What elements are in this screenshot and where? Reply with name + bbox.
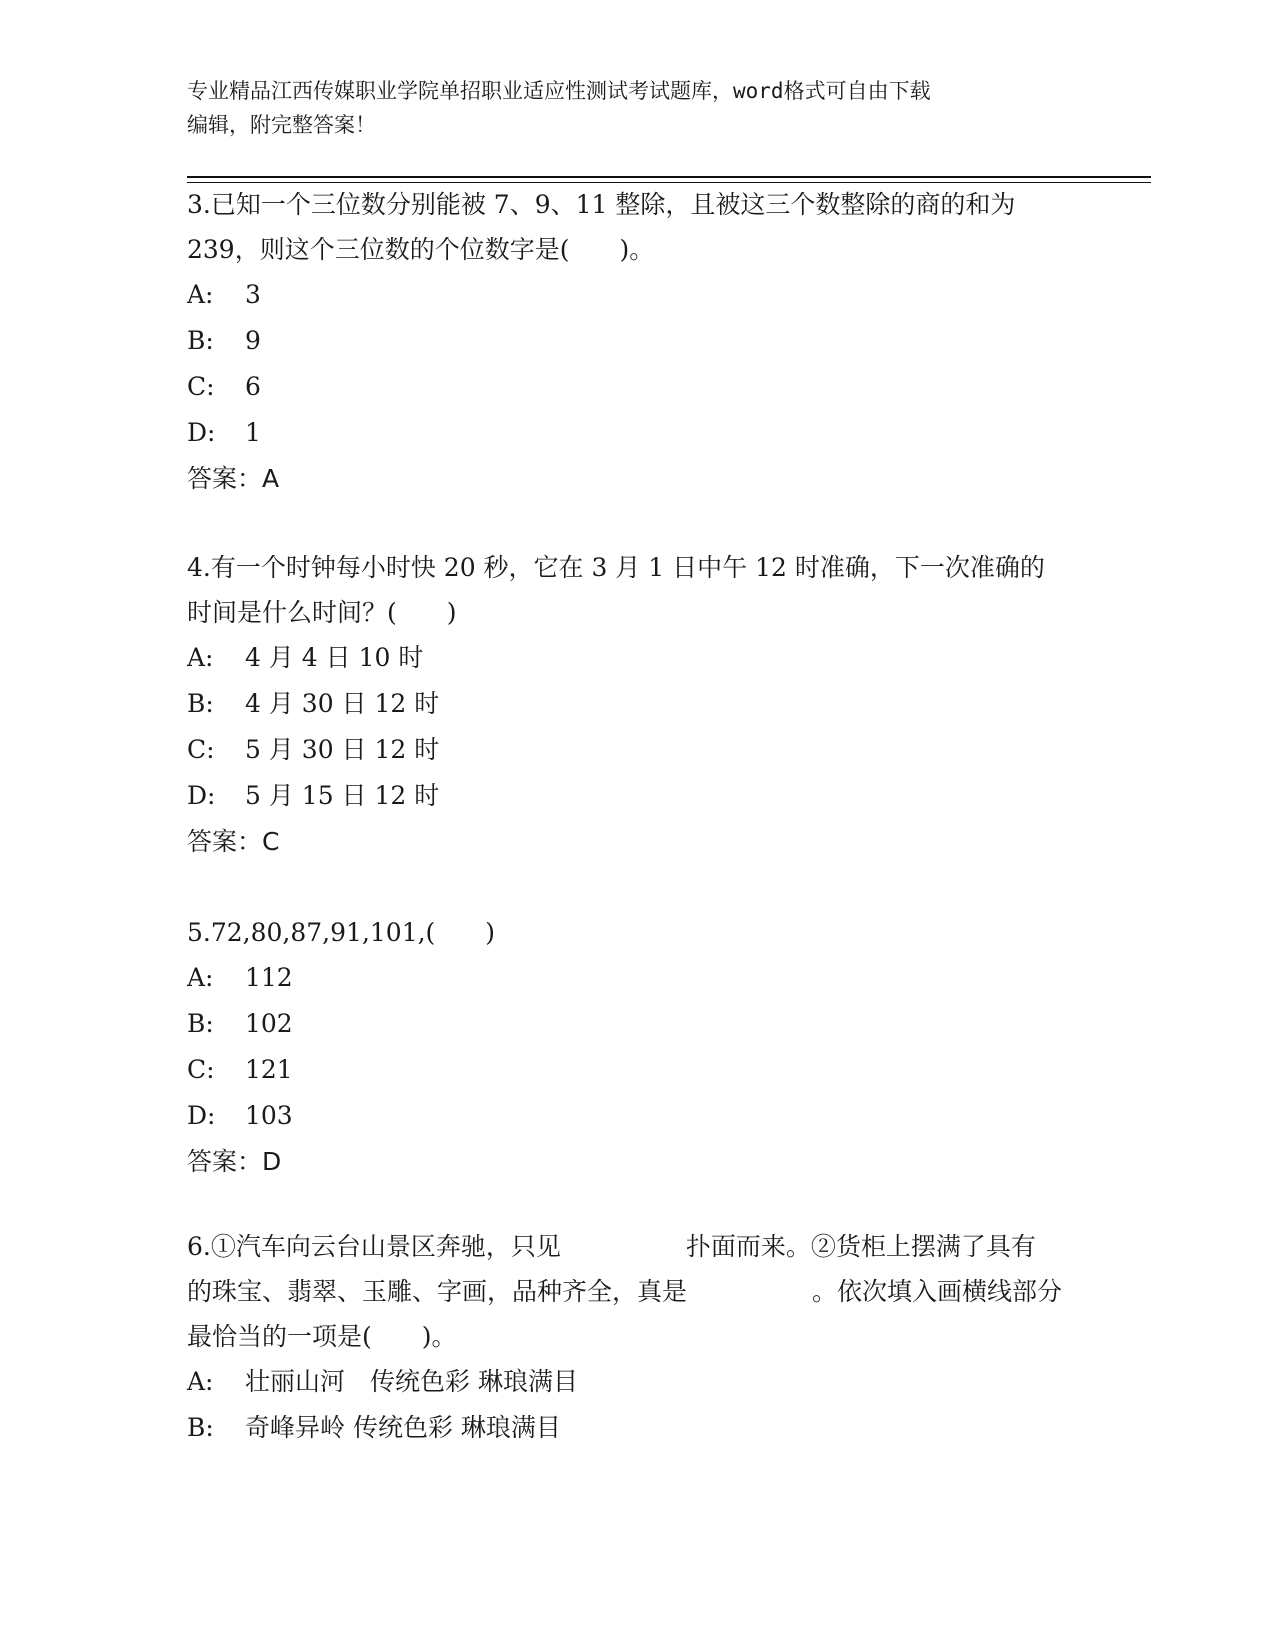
option-label: D: [187, 418, 216, 447]
option-text: 102 [245, 1009, 293, 1038]
question-6 [187, 1224, 1161, 1451]
option-b [187, 318, 1067, 364]
option-text: 壮丽山河 传统色彩 琳琅满目 [245, 1367, 578, 1396]
option-label: A: [187, 280, 214, 309]
option-text: 103 [245, 1101, 293, 1130]
option-text: 4 月 4 日 10 时 [245, 643, 424, 672]
option-d [187, 1093, 1067, 1139]
header-line-1: 专业精品江西传媒职业学院单招职业适应性测试考试题库，word格式可自由下载 [187, 79, 931, 103]
option-text: 5 月 30 日 12 时 [245, 735, 440, 764]
option-b [187, 1405, 1067, 1451]
option-b [187, 1001, 1067, 1047]
option-label: B: [187, 326, 214, 355]
answer: 答案：D [187, 1147, 282, 1176]
question-text: 3.已知一个三位数分别能被 7、9、11 整除，且被这三个数整除的商的和为 239，则这个三位数的个位数字是( )。 [187, 190, 1016, 264]
option-text: 奇峰异岭 传统色彩 琳琅满目 [245, 1413, 561, 1442]
header-line-2: 编辑，附完整答案！ [187, 113, 376, 137]
option-label: C: [187, 372, 215, 401]
option-text: 3 [245, 280, 261, 309]
question-4 [187, 545, 1067, 865]
option-c [187, 1047, 1067, 1093]
option-text: 5 月 15 日 12 时 [245, 781, 440, 810]
option-text: 1 [245, 418, 261, 447]
option-text: 9 [245, 326, 261, 355]
question-5 [187, 910, 1067, 1185]
document-header [187, 74, 1067, 142]
header-rule-thick [187, 176, 1151, 178]
option-label: D: [187, 1101, 216, 1130]
question-3 [187, 182, 1067, 502]
option-label: B: [187, 1413, 214, 1442]
option-a [187, 1359, 1067, 1405]
option-text: 6 [245, 372, 261, 401]
option-c [187, 727, 1067, 773]
option-b [187, 681, 1067, 727]
question-text: 5.72,80,87,91,101,( ) [187, 918, 496, 947]
option-a [187, 955, 1067, 1001]
option-label: A: [187, 1367, 214, 1396]
question-text: 4.有一个时钟每小时快 20 秒，它在 3 月 1 日中午 12 时准确，下一次准确的时间是什么时间？( ) [187, 553, 1045, 627]
option-label: A: [187, 643, 214, 672]
option-label: C: [187, 1055, 215, 1084]
option-label: D: [187, 781, 216, 810]
answer: 答案：C [187, 827, 280, 856]
option-label: B: [187, 689, 214, 718]
question-text: 6.①汽车向云台山景区奔驰，只见 扑面而来。②货柜上摆满了具有 的珠宝、翡翠、玉雕、字画，品种齐全，真是 。依次填入画横线部分最恰当的一项是( )。 [187, 1232, 1161, 1351]
option-a [187, 272, 1067, 318]
option-d [187, 773, 1067, 819]
option-label: A: [187, 963, 214, 992]
option-d [187, 410, 1067, 456]
option-label: C: [187, 735, 215, 764]
option-text: 112 [245, 963, 293, 992]
option-text: 4 月 30 日 12 时 [245, 689, 440, 718]
option-text: 121 [245, 1055, 293, 1084]
option-c [187, 364, 1067, 410]
option-label: B: [187, 1009, 214, 1038]
answer: 答案：A [187, 464, 280, 493]
option-a [187, 635, 1067, 681]
